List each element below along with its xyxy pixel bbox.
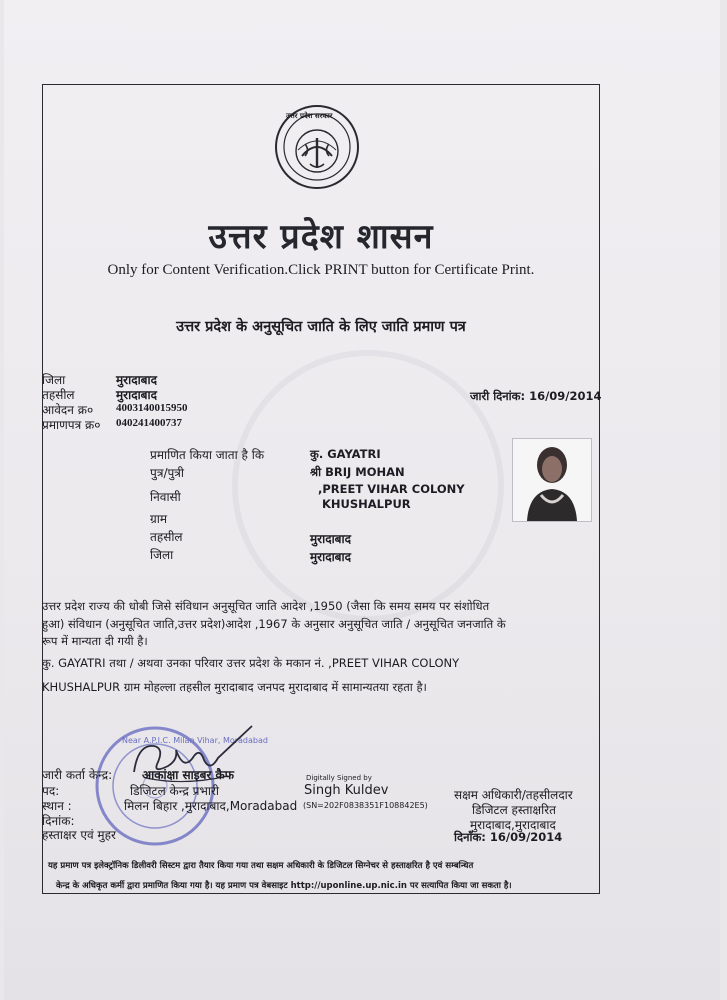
page-title: उत्तर प्रदेश शासन (208, 217, 434, 257)
certificate-number: 040241400737 (116, 417, 182, 429)
address-line-2: KHUSHALPUR (322, 497, 411, 511)
child-label: पुत्र/पुत्री (150, 466, 185, 480)
certify-label: प्रमाणित किया जाता है कि (150, 448, 265, 462)
detail-tehsil-value: मुरादाबाद (310, 532, 352, 546)
certificate-paper (4, 0, 720, 1000)
resident-label: निवासी (150, 490, 181, 504)
authority-title: सक्षम अधिकारी/तहसीलदार (454, 788, 573, 802)
district-label: जिला (42, 373, 66, 387)
stamp-text: Near A.P.I.C. Milan Vihar, Moradabad (122, 736, 268, 745)
footer-line-2: केन्द्र के अधिकृत कर्मी द्वारा प्रमाणित किया गया है। यह प्रमाण पत्र वेबसाइट http://uponline.up.nic.in पर सत्यापित किया जा सकता है। (56, 881, 512, 891)
body-line-3: रूप में मान्यता दी गयी है। (42, 634, 148, 648)
applicant-photo (512, 438, 592, 522)
digital-sign-caption: Digitally Signed by (306, 774, 372, 782)
certificate-number-label: प्रमाणपत्र क्र० (42, 418, 101, 432)
district-value: मुरादाबाद (116, 373, 158, 387)
footer-line-1: यह प्रमाण पत्र इलेक्ट्रॉनिक डिलीवरी सिस्टम द्वारा तैयार किया गया तथा सक्षम अधिकारी के डिजिटल सिग्नेचर से हस्ताक्षरित है एवं सम्बन्धित (48, 861, 474, 871)
certificate-subtitle: उत्तर प्रदेश के अनुसूचित जाति के लिए जाति प्रमाण पत्र (176, 319, 466, 335)
detail-district-value: मुरादाबाद (310, 550, 352, 564)
issuer-place-label: स्थान : (42, 799, 72, 813)
detail-district-label: जिला (150, 548, 174, 562)
person-photo-icon (513, 439, 591, 521)
applicant-name: कु. GAYATRI (310, 447, 381, 461)
father-name: श्री BRIJ MOHAN (310, 465, 405, 479)
issuer-signature-label: हस्ताक्षर एवं मुहर (42, 828, 116, 842)
body-line-4: कु. GAYATRI तथा / अथवा उनका परिवार उत्तर प्रदेश के मकान नं. ,PREET VIHAR COLONY (42, 656, 460, 670)
issuer-date-label: दिनांक: (42, 814, 75, 828)
issuer-center-value: आकांक्षा साइबर कैफ (142, 768, 234, 782)
body-line-2: हुआ) संविधान (अनुसूचित जाति,उत्तर प्रदेश)आदेश ,1967 के अनुसार अनुसूचित जाति / अनुसूचित जनजाति के (42, 617, 506, 631)
issuer-center-label: जारी कर्ता केन्द्र: (42, 768, 113, 782)
issuer-post-label: पद: (42, 784, 60, 798)
digital-sign-serial: (SN=202F0838351F108842E5) (303, 801, 428, 810)
application-label: आवेदन क्र० (42, 403, 94, 417)
issuer-place-value: मिलन बिहार ,मुरादाबाद,Moradabad (124, 799, 298, 813)
application-number: 4003140015950 (116, 402, 188, 414)
body-line-1: उत्तर प्रदेश राज्य की धोबी जिसे संविधान अनुसूचित जाति आदेश ,1950 (जैसा कि समय समय पर संशोधित (42, 599, 490, 613)
verification-notice: Only for Content Verification.Click PRINT button for Certificate Print. (107, 262, 535, 278)
authority-location: मुरादाबाद,मुरादाबाद (470, 818, 556, 832)
address-line-1: ,PREET VIHAR COLONY (318, 482, 465, 496)
digital-signer-name: Singh Kuldev (304, 783, 389, 798)
issuer-post-value: डिजिटल केन्द्र प्रभारी (130, 784, 220, 798)
body-line-5: KHUSHALPUR ग्राम मोहल्ला तहसील मुरादाबाद जनपद मुरादाबाद में सामान्यतया रहता है। (42, 680, 427, 694)
authority-date: दिनाँक: 16/09/2014 (454, 830, 563, 844)
authority-digitally-signed: डिजिटल हस्ताक्षरित (472, 803, 556, 817)
tehsil-value: मुरादाबाद (116, 388, 158, 402)
seal-text: उत्तर प्रदेश सरकार (286, 112, 333, 120)
village-label: ग्राम (150, 512, 168, 526)
tehsil-label: तहसील (42, 388, 75, 402)
detail-tehsil-label: तहसील (150, 530, 183, 544)
issue-date: जारी दिनांक: 16/09/2014 (470, 389, 602, 403)
